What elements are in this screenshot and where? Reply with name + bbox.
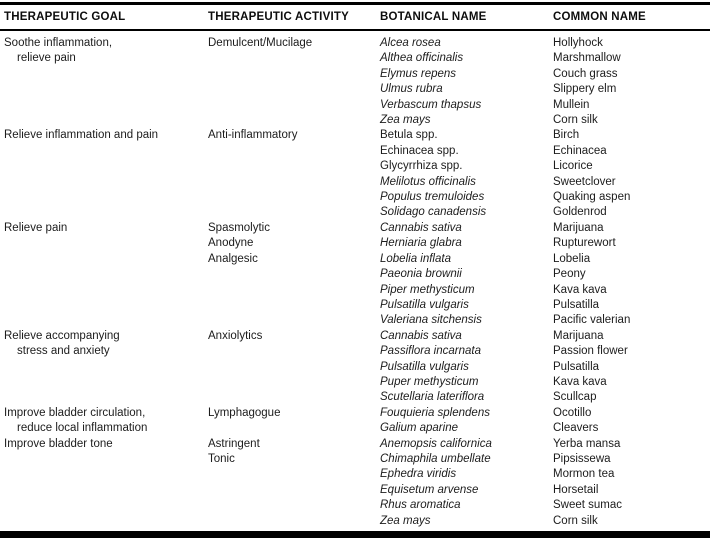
goal-cell bbox=[0, 236, 208, 251]
table-row bbox=[0, 360, 710, 375]
common-cell: Peony bbox=[553, 268, 586, 281]
common-cell: Passion flower bbox=[553, 345, 628, 358]
botanical-cell: Rhus aromatica bbox=[380, 499, 461, 512]
table-row bbox=[0, 467, 710, 482]
botanical-cell: Pulsatilla vulgaris bbox=[380, 298, 469, 311]
botanical-cell: Passiflora incarnata bbox=[380, 345, 481, 358]
header-common-name: COMMON NAME bbox=[553, 4, 710, 31]
common-cell: Pulsatilla bbox=[553, 360, 600, 373]
common-cell: Rupturewort bbox=[553, 237, 616, 250]
botanical-cell: Puper methysticum bbox=[380, 375, 479, 388]
activity-cell: Tonic bbox=[208, 452, 235, 465]
table-row bbox=[0, 82, 710, 97]
bottom-rule bbox=[0, 531, 710, 538]
table-row bbox=[0, 329, 710, 344]
table-row bbox=[0, 421, 710, 436]
activity-cell bbox=[208, 483, 380, 498]
common-cell: Couch grass bbox=[553, 67, 618, 80]
common-cell: Goldenrod bbox=[553, 206, 607, 219]
activity-cell bbox=[208, 360, 380, 375]
table-row bbox=[0, 205, 710, 220]
activity-cell: Anxiolytics bbox=[208, 329, 263, 342]
botanical-cell: Glycyrrhiza spp. bbox=[380, 160, 463, 173]
common-cell: Corn silk bbox=[553, 114, 598, 127]
botanical-cell: Betula spp. bbox=[380, 129, 438, 142]
goal-cell bbox=[0, 313, 208, 328]
table-row bbox=[0, 514, 710, 529]
goal-cell bbox=[0, 205, 208, 220]
goal-cell bbox=[0, 514, 208, 529]
activity-cell bbox=[208, 82, 380, 97]
botanical-cell: Galium aparine bbox=[380, 422, 458, 435]
goal-cell bbox=[0, 452, 208, 467]
common-cell: Scullcap bbox=[553, 391, 597, 404]
common-cell: Marshmallow bbox=[553, 52, 621, 65]
header-therapeutic-goal: THERAPEUTIC GOAL bbox=[0, 4, 208, 31]
goal-cell bbox=[0, 159, 208, 174]
activity-cell bbox=[208, 467, 380, 482]
goal-cell bbox=[0, 483, 208, 498]
activity-cell bbox=[208, 283, 380, 298]
common-cell: Ocotillo bbox=[553, 406, 592, 419]
goal-cell bbox=[0, 467, 208, 482]
therapeutic-herbs-table bbox=[0, 2, 710, 529]
botanical-cell: Althea officinalis bbox=[380, 52, 464, 65]
botanical-cell: Ulmus rubra bbox=[380, 83, 443, 96]
goal-cell bbox=[0, 144, 208, 159]
table-header bbox=[0, 4, 710, 31]
activity-cell bbox=[208, 498, 380, 513]
botanical-cell: Zea mays bbox=[380, 114, 431, 127]
activity-cell: Spasmolytic bbox=[208, 221, 270, 234]
table-row bbox=[0, 144, 710, 159]
activity-cell bbox=[208, 51, 380, 66]
table-row bbox=[0, 98, 710, 113]
botanical-cell: Piper methysticum bbox=[380, 283, 475, 296]
botanical-cell: Melilotus officinalis bbox=[380, 175, 476, 188]
activity-cell bbox=[208, 113, 380, 128]
table-row bbox=[0, 128, 710, 143]
botanical-cell: Valeriana sitchensis bbox=[380, 314, 482, 327]
botanical-cell: Cannabis sativa bbox=[380, 329, 462, 342]
common-cell: Quaking aspen bbox=[553, 191, 631, 204]
activity-cell bbox=[208, 344, 380, 359]
table-row bbox=[0, 252, 710, 267]
goal-cell bbox=[0, 252, 208, 267]
activity-cell: Anti-inflammatory bbox=[208, 129, 298, 142]
table-row bbox=[0, 452, 710, 467]
common-cell: Slippery elm bbox=[553, 83, 617, 96]
goal-cell bbox=[0, 390, 208, 405]
goal-cell bbox=[0, 82, 208, 97]
table-row bbox=[0, 313, 710, 328]
activity-cell bbox=[208, 144, 380, 159]
goal-cell: reduce local inflammation bbox=[17, 422, 148, 435]
activity-cell bbox=[208, 190, 380, 205]
botanical-cell: Herniaria glabra bbox=[380, 237, 462, 250]
goal-cell bbox=[0, 175, 208, 190]
activity-cell bbox=[208, 205, 380, 220]
table-row bbox=[0, 236, 710, 251]
botanical-cell: Zea mays bbox=[380, 514, 431, 527]
goal-cell: stress and anxiety bbox=[17, 345, 110, 358]
common-cell: Lobelia bbox=[553, 252, 591, 265]
goal-cell: Improve bladder tone bbox=[4, 437, 113, 450]
botanical-cell: Ephedra viridis bbox=[380, 468, 457, 481]
goal-cell bbox=[0, 267, 208, 282]
activity-cell bbox=[208, 67, 380, 82]
botanical-cell: Elymus repens bbox=[380, 67, 457, 80]
activity-cell: Analgesic bbox=[208, 252, 258, 265]
common-cell: Sweetclover bbox=[553, 175, 616, 188]
common-cell: Pulsatilla bbox=[553, 298, 600, 311]
header-botanical-name: BOTANICAL NAME bbox=[380, 4, 553, 31]
goal-cell: Improve bladder circulation, bbox=[4, 406, 146, 419]
common-cell: Licorice bbox=[553, 160, 593, 173]
table-row bbox=[0, 483, 710, 498]
common-cell: Yerba mansa bbox=[553, 437, 621, 450]
botanical-cell: Echinacea spp. bbox=[380, 144, 459, 157]
botanical-cell: Cannabis sativa bbox=[380, 221, 462, 234]
goal-cell bbox=[0, 498, 208, 513]
botanical-cell: Verbascum thapsus bbox=[380, 98, 482, 111]
common-cell: Birch bbox=[553, 129, 580, 142]
botanical-cell: Chimaphila umbellate bbox=[380, 452, 491, 465]
goal-cell bbox=[0, 375, 208, 390]
activity-cell bbox=[208, 159, 380, 174]
common-cell: Hollyhock bbox=[553, 37, 603, 49]
botanical-cell: Scutellaria lateriflora bbox=[380, 391, 485, 404]
goal-cell bbox=[0, 360, 208, 375]
goal-cell: Soothe inflammation, bbox=[4, 37, 113, 49]
common-cell: Pipsissewa bbox=[553, 452, 611, 465]
table-row bbox=[0, 267, 710, 282]
common-cell: Cleavers bbox=[553, 422, 599, 435]
botanical-cell: Alcea rosea bbox=[380, 37, 441, 49]
table-row bbox=[0, 390, 710, 405]
table-row bbox=[0, 406, 710, 421]
table-row bbox=[0, 159, 710, 174]
common-cell: Horsetail bbox=[553, 483, 599, 496]
table-row bbox=[0, 221, 710, 236]
botanical-cell: Lobelia inflata bbox=[380, 252, 451, 265]
goal-cell bbox=[0, 98, 208, 113]
table-row bbox=[0, 113, 710, 128]
activity-cell bbox=[208, 514, 380, 529]
table-row bbox=[0, 298, 710, 313]
activity-cell bbox=[208, 375, 380, 390]
goal-cell: Relieve accompanying bbox=[4, 329, 120, 342]
common-cell: Sweet sumac bbox=[553, 499, 623, 512]
activity-cell bbox=[208, 390, 380, 405]
table-row bbox=[0, 375, 710, 390]
table-row bbox=[0, 498, 710, 513]
goal-cell bbox=[0, 298, 208, 313]
botanical-cell: Pulsatilla vulgaris bbox=[380, 360, 469, 373]
botanical-cell: Paeonia brownii bbox=[380, 268, 462, 281]
common-cell: Mormon tea bbox=[553, 468, 615, 481]
activity-cell bbox=[208, 98, 380, 113]
table-row bbox=[0, 30, 710, 51]
botanical-cell: Fouquieria splendens bbox=[380, 406, 490, 419]
goal-cell: Relieve inflammation and pain bbox=[4, 129, 159, 142]
table-body bbox=[0, 30, 710, 529]
table-row bbox=[0, 67, 710, 82]
goal-cell: relieve pain bbox=[17, 52, 76, 65]
common-cell: Echinacea bbox=[553, 144, 607, 157]
table-row bbox=[0, 175, 710, 190]
botanical-cell: Equisetum arvense bbox=[380, 483, 479, 496]
goal-cell bbox=[0, 67, 208, 82]
common-cell: Kava kava bbox=[553, 375, 607, 388]
header-therapeutic-activity: THERAPEUTIC ACTIVITY bbox=[208, 4, 380, 31]
activity-cell: Demulcent/Mucilage bbox=[208, 37, 313, 49]
botanical-cell: Populus tremuloides bbox=[380, 191, 485, 204]
common-cell: Marijuana bbox=[553, 329, 604, 342]
table-row bbox=[0, 51, 710, 66]
goal-cell bbox=[0, 283, 208, 298]
activity-cell bbox=[208, 267, 380, 282]
botanical-cell: Anemopsis californica bbox=[380, 437, 492, 450]
goal-cell: Relieve pain bbox=[4, 221, 68, 234]
goal-cell bbox=[0, 190, 208, 205]
botanical-cell: Solidago canadensis bbox=[380, 206, 487, 219]
table-row bbox=[0, 283, 710, 298]
common-cell: Kava kava bbox=[553, 283, 607, 296]
table-row bbox=[0, 344, 710, 359]
activity-cell bbox=[208, 175, 380, 190]
activity-cell: Lymphagogue bbox=[208, 406, 281, 419]
common-cell: Marijuana bbox=[553, 221, 604, 234]
header-row bbox=[0, 4, 710, 31]
table-row bbox=[0, 190, 710, 205]
common-cell: Corn silk bbox=[553, 514, 598, 527]
common-cell: Pacific valerian bbox=[553, 314, 631, 327]
activity-cell bbox=[208, 298, 380, 313]
activity-cell bbox=[208, 313, 380, 328]
activity-cell bbox=[208, 421, 380, 436]
activity-cell: Anodyne bbox=[208, 237, 254, 250]
goal-cell bbox=[0, 113, 208, 128]
activity-cell: Astringent bbox=[208, 437, 260, 450]
common-cell: Mullein bbox=[553, 98, 590, 111]
table-row bbox=[0, 437, 710, 452]
